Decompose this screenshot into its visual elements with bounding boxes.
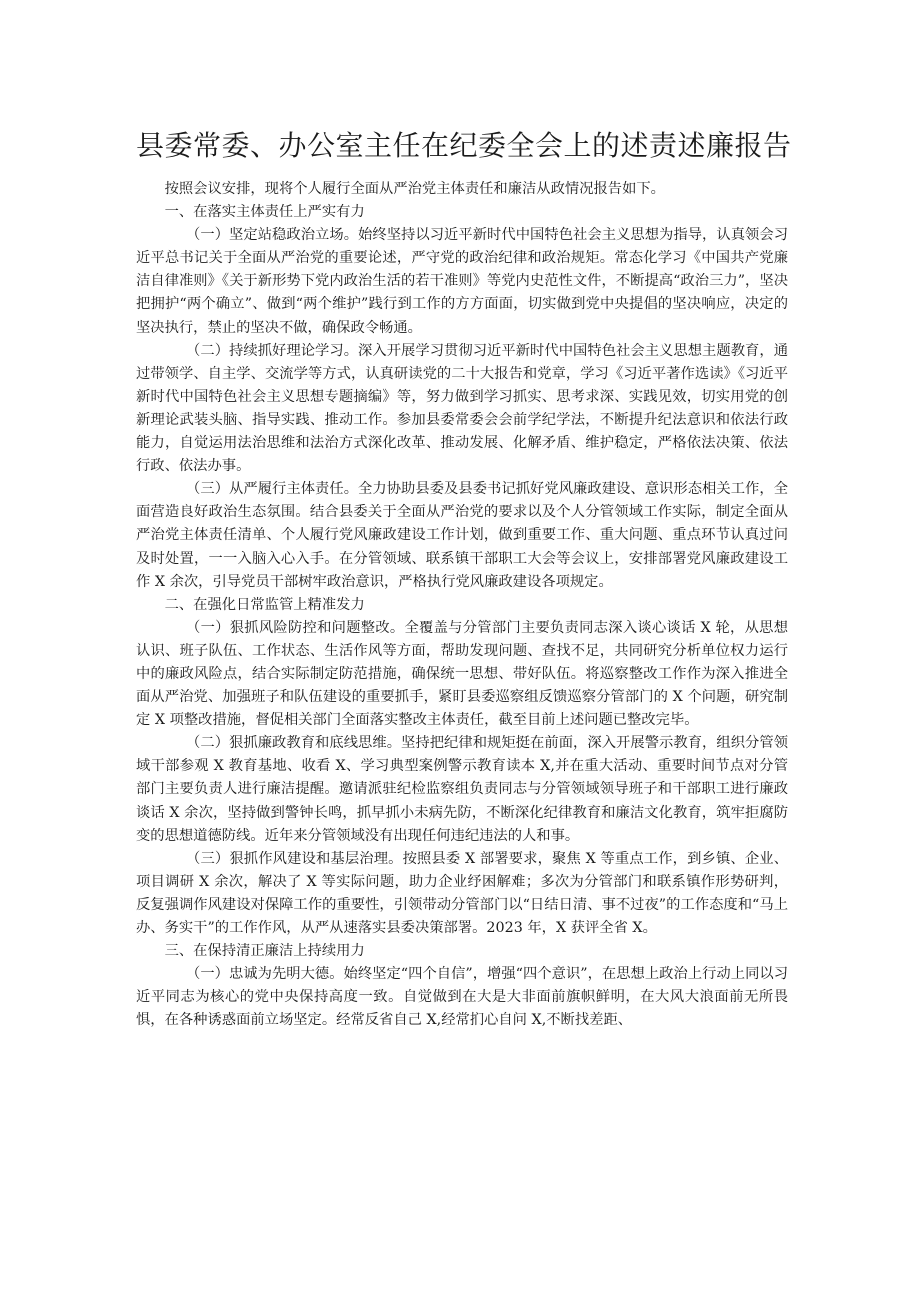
intro-paragraph: 按照会议安排，现将个人履行全面从严治党主体责任和廉洁从政情况报告如下。 — [164, 181, 665, 197]
paragraph: （二）持续抓好理论学习。深入开展学习贯彻习近平新时代中国特色社会主义思想主题教育，通过带领学、自主学、交流学等方式，认真研读党的二十大报告和党章，学习《习近平著作选读》《习近平新时代中国特色社会主义思想专题摘编》等，努力做到学习抓实、思考求深、实践见效，切实用党的创新理论武装头脑、指导实践、推动工作。参加县委常委会会前学纪学法，不断提升纪法意识和依法行政能力，自觉运用法治思维和法治方式深化改革、推动发展、化解矛盾、维护稳定，严格依法决策、依法行政、依法办事。 — [136, 342, 788, 475]
paragraph: （一）忠诚为先明大德。始终坚定“四个自信”，增强“四个意识”，在思想上政治上行动上同以习近平同志为核心的党中央保持高度一致。自觉做到在大是大非面前旗帜鲜明，在大风大浪面前无所畏惧，在各种诱惑面前立场坚定。经常反省自己 X,经常扪心自问 X,不断找差距、 — [136, 966, 788, 1029]
section-heading-2: 二、在强化日常监管上精准发力 — [164, 596, 365, 613]
paragraph: （一）狠抓风险防控和问题整改。全覆盖与分管部门主要负责同志深入谈心谈话 X 轮，从思想认识、班子队伍、工作状态、生活作风等方面，帮助发现问题、查找不足，共同研究分析单位权力运行中的廉政风险点，结合实际制定防范措施，确保统一思想、带好队伍。将巡察整改工作作为深入推进全面从严治党、加强班子和队伍建设的重要抓手，紧盯县委巡察组反馈巡察分管部门的 X 个问题，研究制定 X 项整改措施，督促相关部门全面落实整改主体责任，截至目前上述问题已整改完毕。 — [136, 619, 788, 729]
paragraph: （一）坚定站稳政治立场。始终坚持以习近平新时代中国特色社会主义思想为指导，认真领会习近平总书记关于全面从严治党的重要论述，严守党的政治纪律和政治规矩。常态化学习《中国共产党廉洁自律准则》《关于新形势下党内政治生活的若干准则》等党内史范性文件，不断提高“政治三力”，坚决把拥护“两个确立”、做到“两个维护”践行到工作的方方面面，切实做到党中央提倡的坚决响应，决定的坚决执行，禁止的坚决不做，确保政令畅通。 — [136, 227, 788, 336]
paragraph: （三）从严履行主体责任。全力协助县委及县委书记抓好党风廉政建设、意识形态相关工作，全面营造良好政治生态氛围。结合县委关于全面从严治党的要求以及个人分管领域工作实际，制定全面从严治党主体责任清单、个人履行党风廉政建设工作计划，做到重要工作、重大问题、重点环节认真过问及时处置，一一入脑入心入手。在分管领域、联系镇干部职工大会等会议上，安排部署党风廉政建设工作 X 余次，引导党员干部树牢政治意识，严格执行党风廉政建设各项规定。 — [136, 481, 788, 590]
document-title: 县委常委、办公室主任在纪委全会上的述责述廉报告 — [136, 129, 792, 162]
document-page — [136, 126, 792, 1032]
section-heading-3: 三、在保持清正廉洁上持续用力 — [164, 943, 365, 960]
section-heading-1: 一、在落实主体责任上严实有力 — [164, 204, 365, 221]
paragraph: （二）狠抓廉政教育和底线思维。坚持把纪律和规矩挺在前面，深入开展警示教育，组织分管领域干部参观 X 教育基地、收看 X、学习典型案例警示教育读本 X,并在重大活动、重要时间节点对分管部门主要负责人进行廉洁提醒。邀请派驻纪检监察组负责同志与分管领域领导班子和干部职工进行廉政谈话 X 余次，坚持做到警钟长鸣，抓早抓小未病先防，不断深化纪律教育和廉洁文化教育，筑牢拒腐防变的思想道德防线。近年来分管领域没有出现任何违纪违法的人和事。 — [136, 735, 788, 844]
paragraph: （三）狠抓作风建设和基层治理。按照县委 X 部署要求，聚焦 X 等重点工作，到乡镇、企业、项目调研 X 余次，解决了 X 等实际问题，助力企业纾困解难；多次为分管部门和联系镇作形势研判，反复强调作风建设对保障工作的重要性，引领带动分管部门以“日结日清、事不过夜”的工作态度和“马上办、务实干”的工作作风，从严从速落实县委决策部署。2023 年，X 获评全省 X。 — [136, 850, 788, 936]
